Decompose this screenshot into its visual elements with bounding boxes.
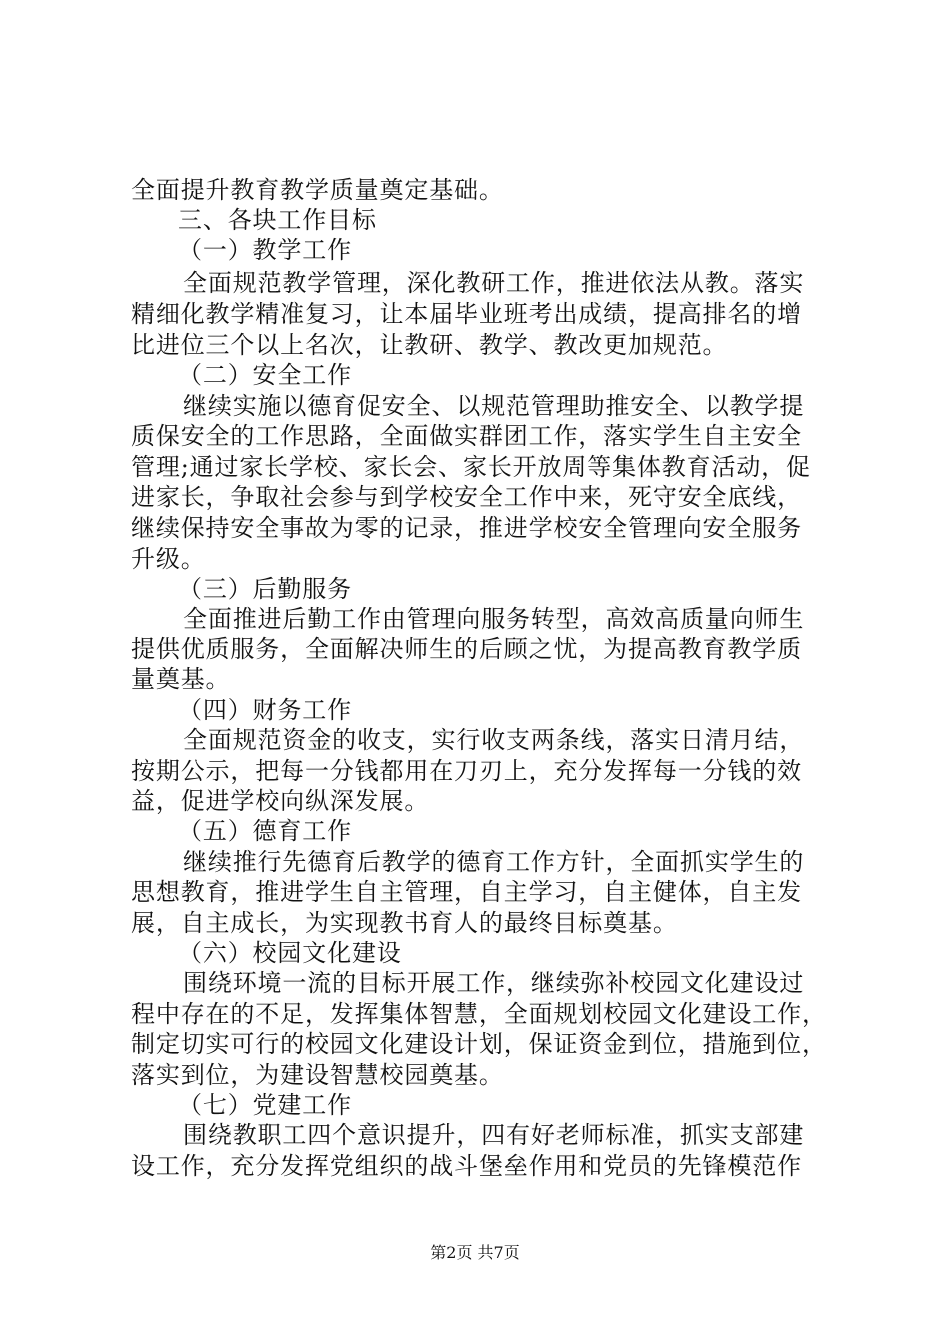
text-line: 设工作，充分发挥党组织的战斗堡垒作用和党员的先锋模范作 [131, 1152, 802, 1180]
text-line: 围绕环境一流的目标开展工作，继续弥补校园文化建设过 [183, 969, 805, 997]
page-footer: 第2页 共7页 [430, 1243, 520, 1262]
text-line: 升级。 [131, 545, 206, 573]
text-line: 比进位三个以上名次，让教研、教学、教改更加规范。 [131, 331, 728, 359]
text-line: 全面推进后勤工作由管理向服务转型，高效高质量向师生 [183, 605, 805, 633]
text-line: 继续保持安全事故为零的记录，推进学校安全管理向安全服务 [131, 514, 802, 542]
text-line: 程中存在的不足，发挥集体智慧，全面规划校园文化建设工作， [131, 1000, 827, 1028]
text-line: 量奠基。 [131, 665, 231, 693]
text-line: 制定切实可行的校园文化建设计划，保证资金到位，措施到位， [131, 1030, 827, 1058]
text-line: 继续推行先德育后教学的德育工作方针，全面抓实学生的 [183, 848, 805, 876]
subsection-heading: （六）校园文化建设 [178, 939, 402, 967]
text-line: 进家长，争取社会参与到学校安全工作中来，死守安全底线， [131, 483, 802, 511]
text-line: 继续实施以德育促安全、以规范管理助推安全、以教学提 [183, 392, 805, 420]
subsection-heading: （一）教学工作 [178, 236, 352, 264]
text-line: 落实到位，为建设智慧校园奠基。 [131, 1061, 504, 1089]
text-line: 质保安全的工作思路，全面做实群团工作，落实学生自主安全 [131, 422, 802, 450]
section-heading: 三、各块工作目标 [178, 206, 377, 234]
subsection-heading: （七）党建工作 [178, 1091, 352, 1119]
text-line: 管理;通过家长学校、家长会、家长开放周等集体教育活动，促 [131, 453, 811, 481]
text-line: 围绕教职工四个意识提升，四有好老师标准，抓实支部建 [183, 1121, 805, 1149]
text-line: 提供优质服务，全面解决师生的后顾之忧，为提高教育教学质 [131, 635, 802, 663]
text-line: 益，促进学校向纵深发展。 [131, 787, 430, 815]
subsection-heading: （三）后勤服务 [178, 575, 352, 603]
subsection-heading: （二）安全工作 [178, 361, 352, 389]
text-line: 展，自主成长，为实现教书育人的最终目标奠基。 [131, 909, 678, 937]
text-line: 全面提升教育教学质量奠定基础。 [131, 176, 504, 204]
text-line: 按期公示，把每一分钱都用在刀刃上，充分发挥每一分钱的效 [131, 757, 802, 785]
subsection-heading: （四）财务工作 [178, 696, 352, 724]
text-line: 精细化教学精准复习，让本届毕业班考出成绩，提高排名的增 [131, 300, 802, 328]
text-line: 思想教育，推进学生自主管理，自主学习，自主健体，自主发 [131, 878, 802, 906]
text-line: 全面规范资金的收支，实行收支两条线，落实日清月结， [183, 726, 805, 754]
subsection-heading: （五）德育工作 [178, 817, 352, 845]
text-line: 全面规范教学管理，深化教研工作，推进依法从教。落实 [183, 269, 805, 297]
